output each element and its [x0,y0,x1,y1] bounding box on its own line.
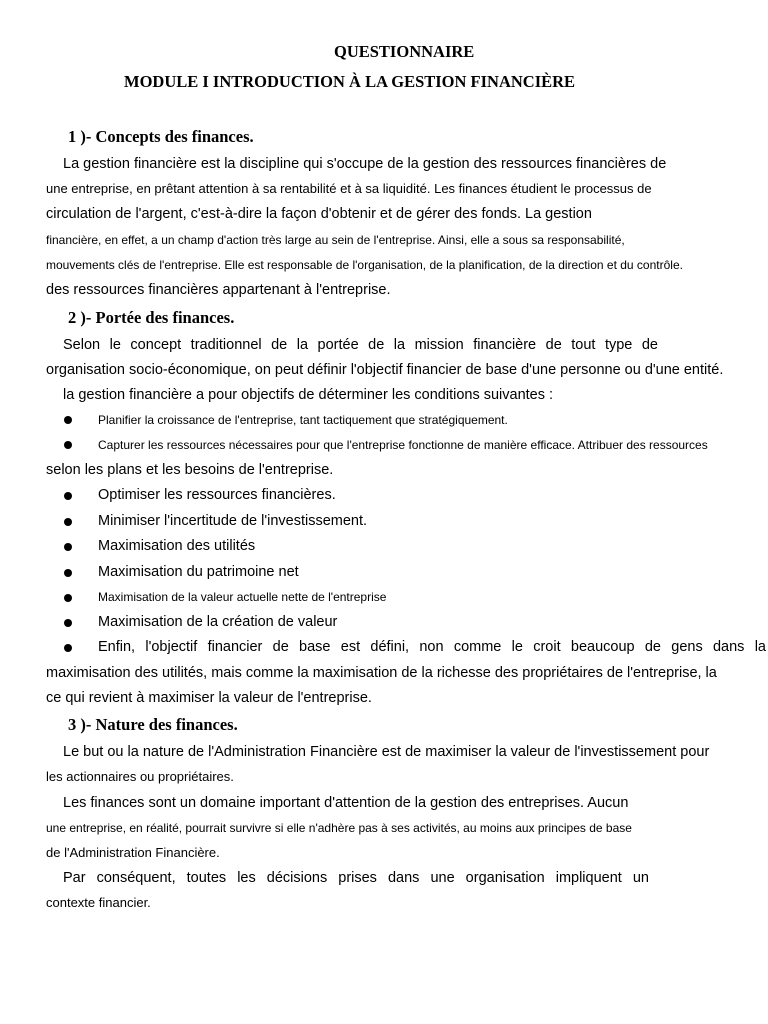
bullet-icon [64,416,72,424]
section-1-line: financière, en effet, a un champ d'action très large au sein de l'entreprise. Ainsi, elle a sous sa responsabilité, [46,233,625,247]
bullet-text: Maximisation de la valeur actuelle nette de l'entreprise [98,590,387,604]
section-2-intro-line: Selon le concept traditionnel de la portée de la mission financière de tout type de [63,337,658,353]
document-subtitle: MODULE I INTRODUCTION À LA GESTION FINANCIÈRE [124,72,576,91]
bullet-icon [64,594,72,602]
bullet-text: Planifier la croissance de l'entreprise, tant tactiquement que stratégiquement. [98,413,508,427]
bullet-continuation: selon les plans et les besoins de l'entreprise. [46,462,334,478]
section-2-intro-line: la gestion financière a pour objectifs de déterminer les conditions suivantes : [63,387,554,403]
section-3-line: Les finances sont un domaine important d'attention de la gestion des entreprises. Aucun [63,795,629,811]
section-3-line: une entreprise, en réalité, pourrait survivre si elle n'adhère pas à ses activités, au moins aux principes de base [46,821,632,835]
bullet-icon [64,492,72,500]
section-1-line: La gestion financière est la discipline qui s'occupe de la gestion des ressources financières de [63,156,667,172]
bullet-continuation: maximisation des utilités, mais comme la maximisation de la richesse des propriétaires de l'entreprise, la [46,665,717,681]
bullet-icon [64,644,72,652]
section-2-intro-line: organisation socio-économique, on peut définir l'objectif financier de base d'une personne ou d'une entité. [46,362,724,378]
bullet-text: Optimiser les ressources financières. [98,487,336,503]
bullet-text: Capturer les ressources nécessaires pour que l'entreprise fonctionne de manière efficace. Attribuer des ressources [98,438,708,452]
section-2-heading: 2 )- Portée des finances. [68,308,235,327]
bullet-text: Minimiser l'incertitude de l'investissement. [98,513,368,529]
bullet-icon [64,543,72,551]
section-1-line: une entreprise, en prêtant attention à sa rentabilité et à sa liquidité. Les finances étudient le processus de [46,181,652,196]
bullet-icon [64,518,72,526]
section-3-line: les actionnaires ou propriétaires. [46,769,234,784]
bullet-icon [64,569,72,577]
section-3-line: de l'Administration Financière. [46,845,220,860]
section-3-heading: 3 )- Nature des finances. [68,715,238,734]
bullet-continuation: ce qui revient à maximiser la valeur de l'entreprise. [46,690,372,706]
bullet-text: Maximisation de la création de valeur [98,614,338,630]
section-1-heading: 1 )- Concepts des finances. [68,127,254,146]
section-3-line: contexte financier. [46,895,151,910]
bullet-text: Maximisation des utilités [98,538,256,554]
bullet-icon [64,441,72,449]
bullet-text: Maximisation du patrimoine net [98,564,299,580]
section-3-line: Par conséquent, toutes les décisions prises dans une organisation impliquent un [63,870,649,886]
bullet-text: Enfin, l'objectif financier de base est défini, non comme le croit beaucoup de gens dans la [98,639,766,655]
section-1-line: circulation de l'argent, c'est-à-dire la façon d'obtenir et de gérer des fonds. La gestion [46,206,592,222]
section-1-line: mouvements clés de l'entreprise. Elle est responsable de l'organisation, de la planification, de la direction et du contrôle. [46,258,683,272]
document-title: QUESTIONNAIRE [334,42,475,61]
section-1-line: des ressources financières appartenant à l'entreprise. [46,282,391,298]
bullet-icon [64,619,72,627]
section-3-line: Le but ou la nature de l'Administration Financière est de maximiser la valeur de l'investissement pour [63,744,710,760]
